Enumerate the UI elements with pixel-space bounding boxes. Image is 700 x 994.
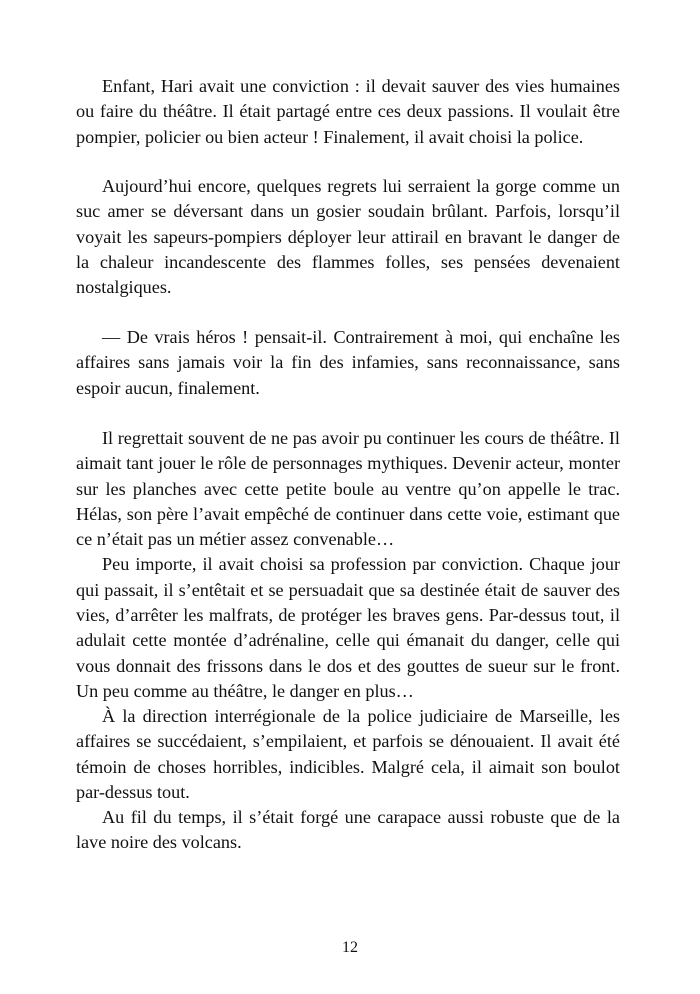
paragraph-block-2 bbox=[76, 174, 620, 300]
paragraph-4: Il regrettait souvent de ne pas avoir pu continuer les cours de théâtre. Il aimait tant jouer le rôle de personnages mythiques. Devenir acteur, monter sur les planches avec cette petite boule au ventre qu’on appelle le trac. Hélas, son père l’avait empêché de continuer dans cette voie, estimant que ce n’était pas un métier assez convenable… bbox=[76, 428, 620, 550]
paragraph-block-4 bbox=[76, 426, 620, 704]
paragraph-block-1 bbox=[76, 74, 620, 150]
paragraph-block-5 bbox=[76, 704, 620, 856]
paragraph-1: Enfant, Hari avait une conviction : il devait sauver des vies humaines ou faire du théâtre. Il était partagé entre ces deux passions. Il voulait être pompier, policier ou bien acteur ! Finalement, il avait choisi la police. bbox=[76, 76, 620, 147]
page-number: 12 bbox=[342, 939, 358, 956]
paragraph-3: — De vrais héros ! pensait-il. Contrairement à moi, qui enchaîne les affaires sans jamais voir la fin des infamies, sans reconnaissance, sans espoir aucun, finalement. bbox=[76, 327, 620, 398]
paragraph-6: À la direction interrégionale de la police judiciaire de Marseille, les affaires se succédaient, s’empilaient, et parfois se dénouaient. Il avait été témoin de choses horribles, indicibles. Malgré cela, il aimait son boulot par-dessus tout. bbox=[76, 706, 620, 802]
paragraph-block-3 bbox=[76, 325, 620, 401]
paragraph-5: Peu importe, il avait choisi sa profession par conviction. Chaque jour qui passait, il s’entêtait et se persuadait que sa destinée était de sauver des vies, d’arrêter les malfrats, de protéger les braves gens. Par-dessus tout, il adulait cette montée d’adrénaline, celle qui émanait du danger, celle qui vous donnait des frissons dans le dos et des gouttes de sueur sur le front. Un peu comme au théâtre, le danger en plus… bbox=[76, 554, 620, 701]
paragraph-7: Au fil du temps, il s’était forgé une carapace aussi robuste que de la lave noire des volcans. bbox=[76, 807, 620, 853]
paragraph-2: Aujourd’hui encore, quelques regrets lui serraient la gorge comme un suc amer se déversant dans un gosier soudain brûlant. Parfois, lorsqu’il voyait les sapeurs-pompiers déployer leur attirail en bravant le danger de la chaleur incandescente des flammes folles, ses pensées devenaient nostalgiques. bbox=[76, 176, 620, 298]
